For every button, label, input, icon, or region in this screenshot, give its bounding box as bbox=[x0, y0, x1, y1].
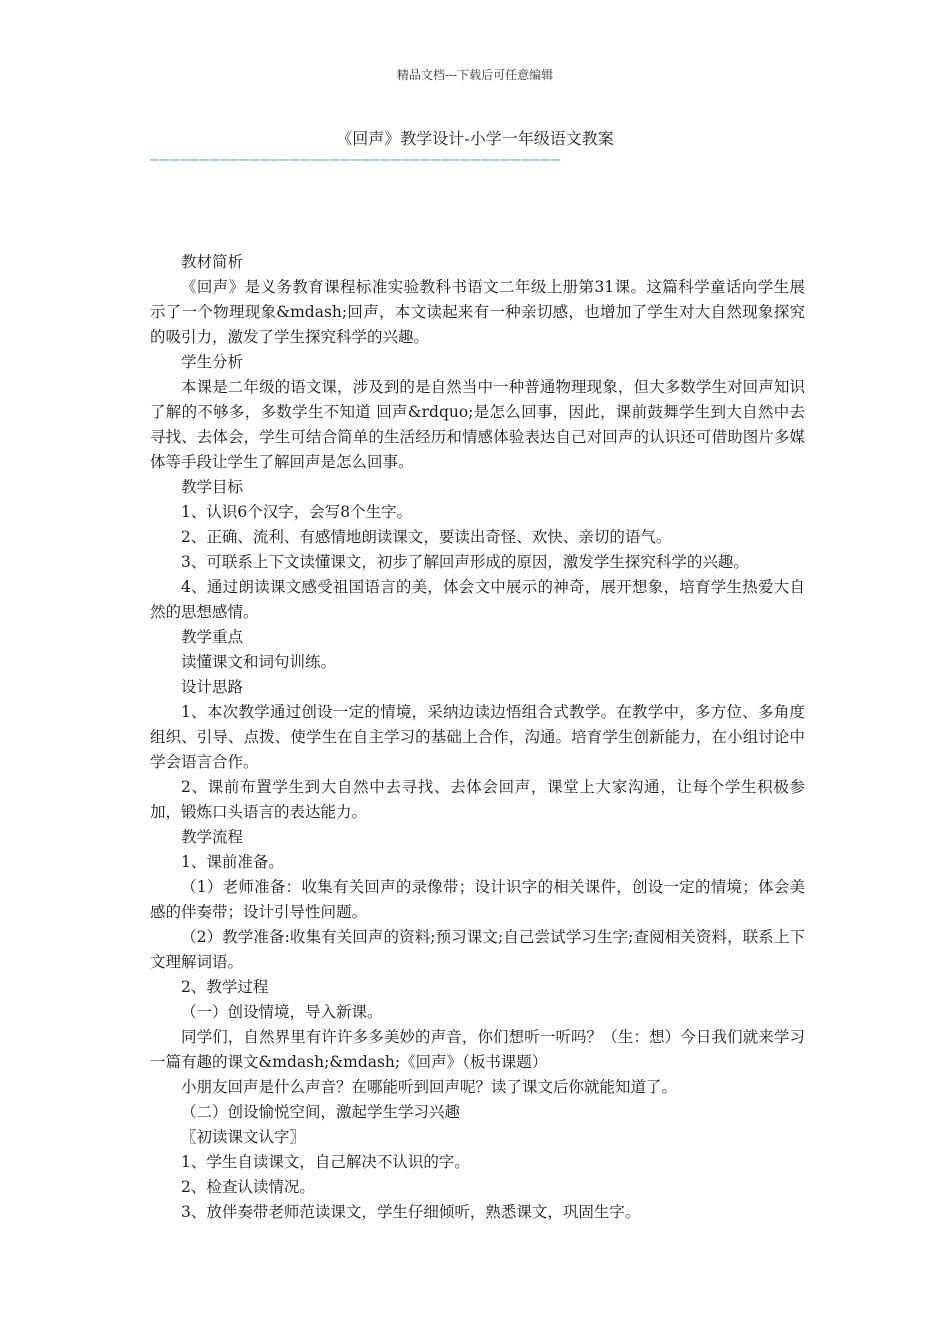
list-item: 1、学生自读课文，自己解决不认识的字。 bbox=[181, 1153, 470, 1171]
list-item: 1、课前准备。 bbox=[181, 853, 284, 871]
paragraph: 小朋友回声是什么声音？在哪能听到回声呢？读了课文后你就能知道了。 bbox=[181, 1078, 678, 1096]
list-item: 1、认识6个汉字，会写8个生字。 bbox=[181, 503, 413, 521]
header-note: 精品文档---下载后可任意编辑 bbox=[396, 68, 554, 82]
document-title: 《回声》教学设计-小学一年级语文教案 bbox=[336, 129, 614, 148]
paragraph: 读懂课文和词句训练。 bbox=[181, 653, 337, 671]
list-item: 3、放伴奏带老师范读课文，学生仔细倾听，熟悉课文，巩固生字。 bbox=[181, 1203, 641, 1221]
list-item: （1）老师准备：收集有关回声的录像带；设计识字的相关课件，创设一定的情境；体会美感的伴奏带；设计引导性问题。 bbox=[150, 878, 805, 921]
paragraph: 本课是二年级的语文课，涉及到的是自然当中一种普通物理现象，但大多数学生对回声知识了解的不够多，多数学生不知道 回声&rdquo;是怎么回事，因此，课前鼓舞学生到大自然中去寻找、去体会，学生可结合简单的生活经历和情感体验表达自己对回声的认识还可借助图片多媒体等手段让学生了解回声是怎么回事。 bbox=[150, 378, 805, 471]
list-item: 4、通过朗读课文感受祖国语言的美，体会文中展示的神奇，展开想象，培育学生热爱大自然的思想感情。 bbox=[150, 578, 805, 621]
section-heading: 教材简析 bbox=[181, 253, 244, 271]
list-item: 2、课前布置学生到大自然中去寻找、去体会回声，课堂上大家沟通，让每个学生积极参加，锻炼口头语言的表达能力。 bbox=[150, 778, 805, 821]
section-heading: 教学目标 bbox=[181, 478, 244, 496]
subsection-heading: 〖初读课文认字〗 bbox=[181, 1128, 306, 1146]
list-item: （2）教学准备:收集有关回声的资料;预习课文;自己尝试学习生字;查阅相关资料，联系上下文理解词语。 bbox=[150, 928, 805, 971]
paragraph: 同学们，自然界里有许许多多美妙的声音，你们想听一听吗？（生：想）今日我们就来学习一篇有趣的课文&mdash;&mdash;《回声》（板书课题） bbox=[150, 1028, 805, 1071]
subsection-heading: （一）创设情境，导入新课。 bbox=[181, 1003, 383, 1021]
section-heading: 学生分析 bbox=[181, 353, 244, 371]
paragraph: 《回声》是义务教育课程标准实验教科书语文二年级上册第31课。这篇科学童话向学生展示了一个物理现象&mdash;回声，本文读起来有一种亲切感，也增加了学生对大自然现象探究的吸引力，激发了学生探究科学的兴趣。 bbox=[150, 278, 805, 346]
section-heading: 教学重点 bbox=[181, 628, 244, 646]
list-item: 2、正确、流利、有感情地朗读课文，要读出奇怪、欢快、亲切的语气。 bbox=[181, 528, 672, 546]
list-item: 2、教学过程 bbox=[181, 978, 269, 996]
document-body bbox=[150, 250, 805, 1225]
subsection-heading: （二）创设愉悦空间，激起学生学习兴趣 bbox=[181, 1103, 461, 1121]
list-item: 3、可联系上下文读懂课文，初步了解回声形成的原因，激发学生探究科学的兴趣。 bbox=[181, 553, 749, 571]
title-divider: ————————————————————————————————————————— bbox=[150, 150, 562, 168]
section-heading: 设计思路 bbox=[181, 678, 244, 696]
section-heading: 教学流程 bbox=[181, 828, 244, 846]
list-item: 2、检查认读情况。 bbox=[181, 1178, 315, 1196]
list-item: 1、本次教学通过创设一定的情境，采纳边读边悟组合式教学。在教学中，多方位、多角度组织、引导、点拨、使学生在自主学习的基础上合作，沟通。培育学生创新能力，在小组讨论中学会语言合作。 bbox=[150, 703, 805, 771]
